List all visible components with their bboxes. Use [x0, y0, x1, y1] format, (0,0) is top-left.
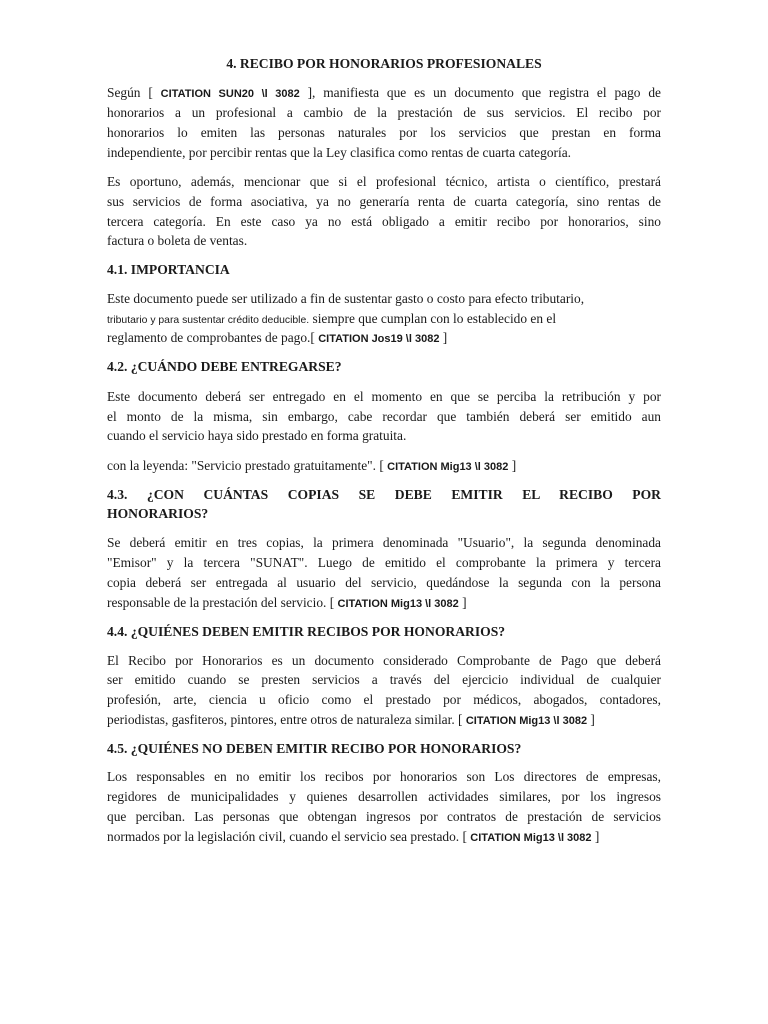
- s41-line-2: tributario y para sustentar crédito deducible. siempre que cumplan con lo establecido en el: [107, 311, 557, 326]
- intro-line-4: independiente, por percibir rentas que la Ley clasifica como rentas de cuarta categoría.: [107, 145, 571, 160]
- para2-line-4: factura o boleta de ventas.: [107, 233, 248, 248]
- intro-line-2: honorarios a un profesional a cambio de la prestación de sus servicios. El recibo por: [107, 105, 661, 120]
- section-4-3-heading: 4.3. ¿CON CUÁNTAS COPIAS SE DEBE EMITIR EL RECIBO POR: [107, 487, 661, 502]
- section-4-2-heading: 4.2. ¿CUÁNDO DEBE ENTREGARSE?: [107, 359, 342, 374]
- s42-line-3: cuando el servicio haya sido prestado en forma gratuita.: [107, 428, 407, 443]
- s41-line-3: reglamento de comprobantes de pago.[ CITATION Jos19 \l 3082 ]: [107, 330, 448, 345]
- s44-line-1: El Recibo por Honorarios es un documento considerado Comprobante de Pago que deberá: [107, 653, 661, 668]
- s42-line-1: Este documento deberá ser entregado en el momento en que se perciba la retribución y por: [107, 389, 661, 404]
- s43-line-3: copia deberá ser entregada al usuario del servicio, quedándose la segunda con la persona: [107, 575, 661, 590]
- intro-line-3: honorarios lo emiten las personas naturales por los servicios que prestan en forma: [107, 125, 661, 140]
- s42-line-2: el monto de la misma, sin embargo, cabe recordar que también deberá ser emitido aun: [107, 409, 661, 424]
- section-4-3-heading-cont: HONORARIOS?: [107, 506, 209, 521]
- section-4-5-heading: 4.5. ¿QUIÉNES NO DEBEN EMITIR RECIBO POR HONORARIOS?: [107, 741, 522, 756]
- section-4-4-heading: 4.4. ¿QUIÉNES DEBEN EMITIR RECIBOS POR HONORARIOS?: [107, 624, 506, 639]
- para2-line-1: Es oportuno, además, mencionar que si el profesional técnico, artista o científico, prestará: [107, 174, 661, 189]
- citation-mig13: CITATION Mig13 \l 3082: [337, 598, 459, 610]
- citation-mig13: CITATION Mig13 \l 3082: [465, 715, 588, 727]
- s45-line-1: Los responsables en no emitir los recibos por honorarios son Los directores de empresas,: [107, 769, 661, 784]
- citation-mig13: CITATION Mig13 \l 3082: [387, 461, 509, 473]
- s45-line-3: que perciban. Las personas que obtengan ingresos por contratos de prestación de servicios: [107, 809, 661, 824]
- intro-line-1: Según [ CITATION SUN20 \l 3082 ], manifiesta que es un documento que registra el pago de: [107, 85, 661, 100]
- s44-line-2: ser emitido cuando se presten servicios a través del ejercicio individual de cualquier: [107, 672, 661, 687]
- para2-line-2: sus servicios de forma asociativa, ya no generaría renta de cuarta categoría, sino rentas de: [107, 194, 661, 209]
- citation-jos19: CITATION Jos19 \l 3082: [318, 333, 440, 345]
- s44-line-4: periodistas, gasfiteros, pintores, entre otros de naturaleza similar. [ CITATION Mig13 \l 3082 ]: [107, 712, 595, 727]
- s43-line-2: "Emisor" y la tercera "SUNAT". Luego de emitido el comprobante la primera y tercera: [107, 555, 661, 570]
- citation-sun20: CITATION SUN20 \l 3082: [160, 88, 300, 100]
- s42-line-4: con la leyenda: "Servicio prestado gratuitamente". [ CITATION Mig13 \l 3082 ]: [107, 458, 517, 473]
- citation-mig13: CITATION Mig13 \l 3082: [470, 832, 592, 844]
- s43-line-4: responsable de la prestación del servicio. [ CITATION Mig13 \l 3082 ]: [107, 595, 467, 610]
- s45-line-4: normados por la legislación civil, cuando el servicio sea prestado. [ CITATION Mig13 \l 3082 ]: [107, 829, 600, 844]
- s41-line-1: Este documento puede ser utilizado a fin de sustentar gasto o costo para efecto tributario,: [107, 291, 585, 306]
- section-4-1-heading: 4.1. IMPORTANCIA: [107, 262, 230, 277]
- para2-line-3: tercera categoría. En este caso ya no está obligado a emitir recibo por honorarios, sino: [107, 214, 661, 229]
- s45-line-2: regidores de municipalidades y quienes desarrollen actividades similares, por los ingresos: [107, 789, 661, 804]
- s44-line-3: profesión, arte, ciencia u oficio como el prestado por médicos, abogados, contadores,: [107, 692, 661, 707]
- document-title: 4. RECIBO POR HONORARIOS PROFESIONALES: [226, 56, 542, 71]
- s43-line-1: Se deberá emitir en tres copias, la primera denominada "Usuario", la segunda denominada: [107, 535, 661, 550]
